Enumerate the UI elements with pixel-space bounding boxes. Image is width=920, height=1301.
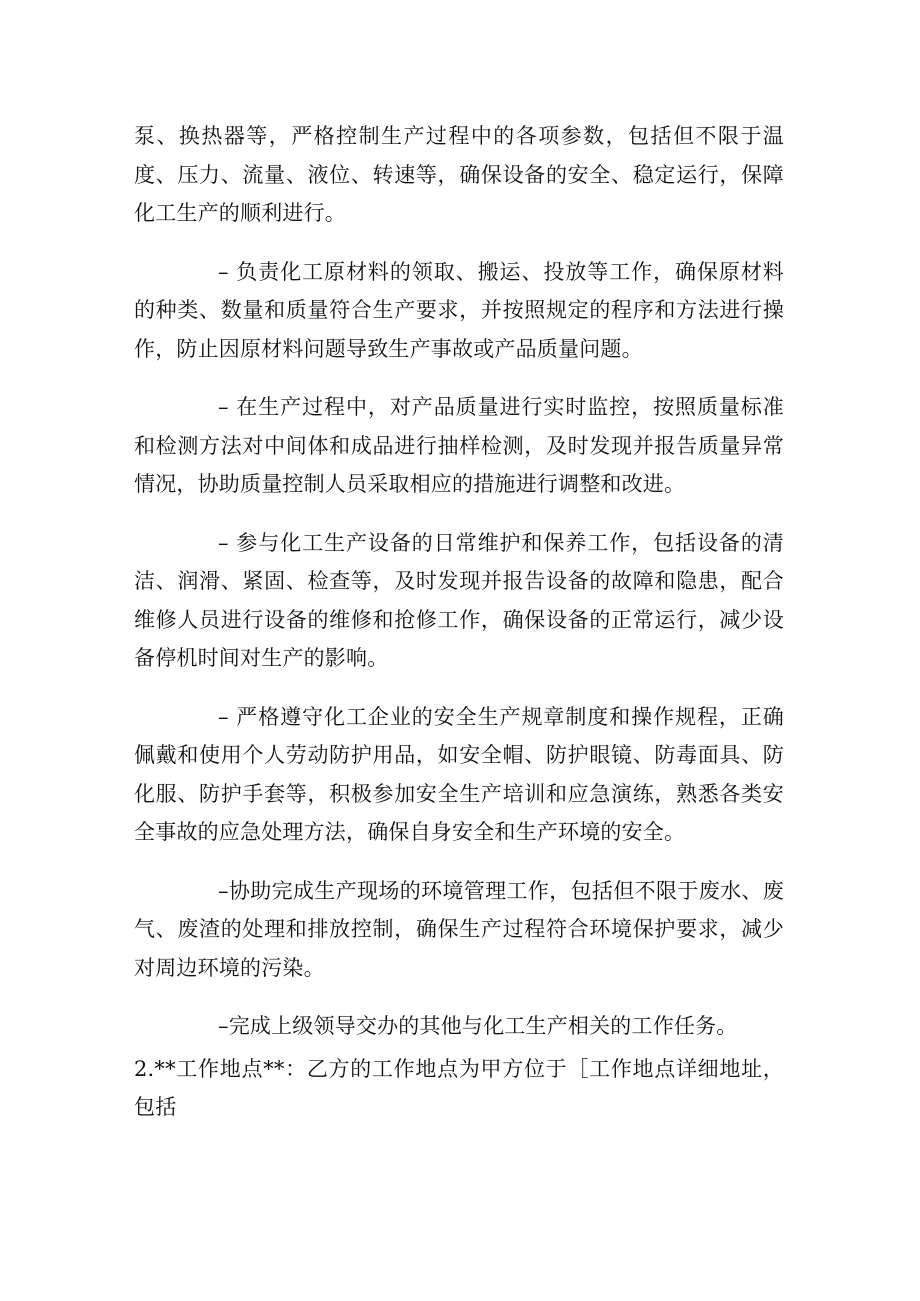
paragraph-quality-monitoring: – 在生产过程中，对产品质量进行实时监控，按照质量标准和检测方法对中间体和成品进行抽样检测，及时发现并报告质量异常情况，协助质量控制人员采取相应的措施进行调整和改进。 (134, 395, 784, 496)
document-body (134, 117, 784, 1127)
paragraph-environmental-management: –协助完成生产现场的环境管理工作，包括但不限于废水、废气、废渣的处理和排放控制，确保生产过程符合环境保护要求，减少对周边环境的污染。 (134, 878, 784, 980)
paragraph-safety-compliance: – 严格遵守化工企业的安全生产规章制度和操作规程，正确佩戴和使用个人劳动防护用品，如安全帽、防护眼镜、防毒面具、防化服、防护手套等，积极参加安全生产培训和应急演练，熟悉各类安全事故的应急处理方法，确保自身安全和生产环境的安全。 (134, 704, 784, 844)
paragraph-work-location: 2.**工作地点**：乙方的工作地点为甲方位于［工作地点详细地址，包括 (134, 1056, 784, 1119)
paragraph-raw-materials: – 负责化工原材料的领取、搬运、投放等工作，确保原材料的种类、数量和质量符合生产要求，并按照规定的程序和方法进行操作，防止因原材料问题导致生产事故或产品质量问题。 (134, 259, 784, 361)
paragraph-equipment-maintenance: – 参与化工生产设备的日常维护和保养工作，包括设备的清洁、润滑、紧固、检查等，及时发现并报告设备的故障和隐患，配合维修人员进行设备的维修和抢修工作，确保设备的正常运行，减少设备停机时间对生产的影响。 (134, 530, 784, 670)
paragraph-other-tasks: –完成上级领导交办的其他与化工生产相关的工作任务。 (218, 1014, 738, 1038)
paragraph-continuation: 泵、换热器等，严格控制生产过程中的各项参数，包括但不限于温度、压力、流量、液位、转速等，确保设备的安全、稳定运行，保障化工生产的顺利进行。 (134, 124, 784, 225)
